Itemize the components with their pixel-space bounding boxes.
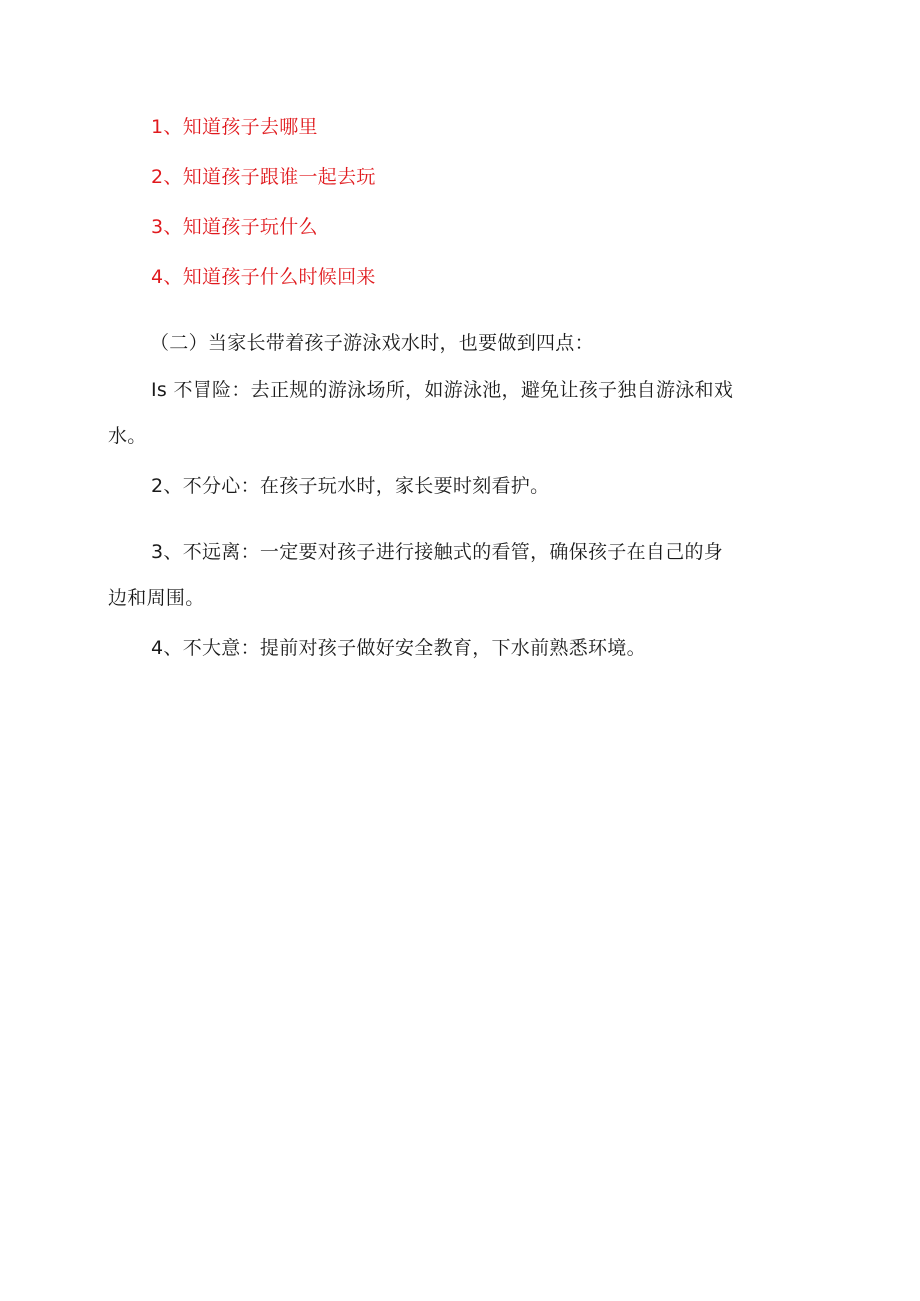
- section-heading: （二）当家长带着孩子游泳戏水时，也要做到四点：: [150, 332, 594, 354]
- point-4-line-1: 4、不大意：提前对孩子做好安全教育，下水前熟悉环境。: [151, 637, 646, 659]
- point-1-line-2: 水。: [108, 425, 147, 447]
- red-list-item-4: 4、知道孩子什么时候回来: [151, 266, 376, 288]
- red-list-item-1: 1、知道孩子去哪里: [151, 116, 318, 138]
- point-3-line-2: 边和周围。: [108, 587, 205, 609]
- red-list-item-2: 2、知道孩子跟谁一起去玩: [151, 166, 376, 188]
- point-2-line-1: 2、不分心：在孩子玩水时，家长要时刻看护。: [151, 475, 550, 497]
- red-list-item-3: 3、知道孩子玩什么: [151, 216, 318, 238]
- point-1-line-1: Is 不冒险：去正规的游泳场所，如游泳池，避免让孩子独自游泳和戏: [151, 379, 734, 401]
- point-3-line-1: 3、不远离：一定要对孩子进行接触式的看管，确保孩子在自己的身: [151, 541, 724, 563]
